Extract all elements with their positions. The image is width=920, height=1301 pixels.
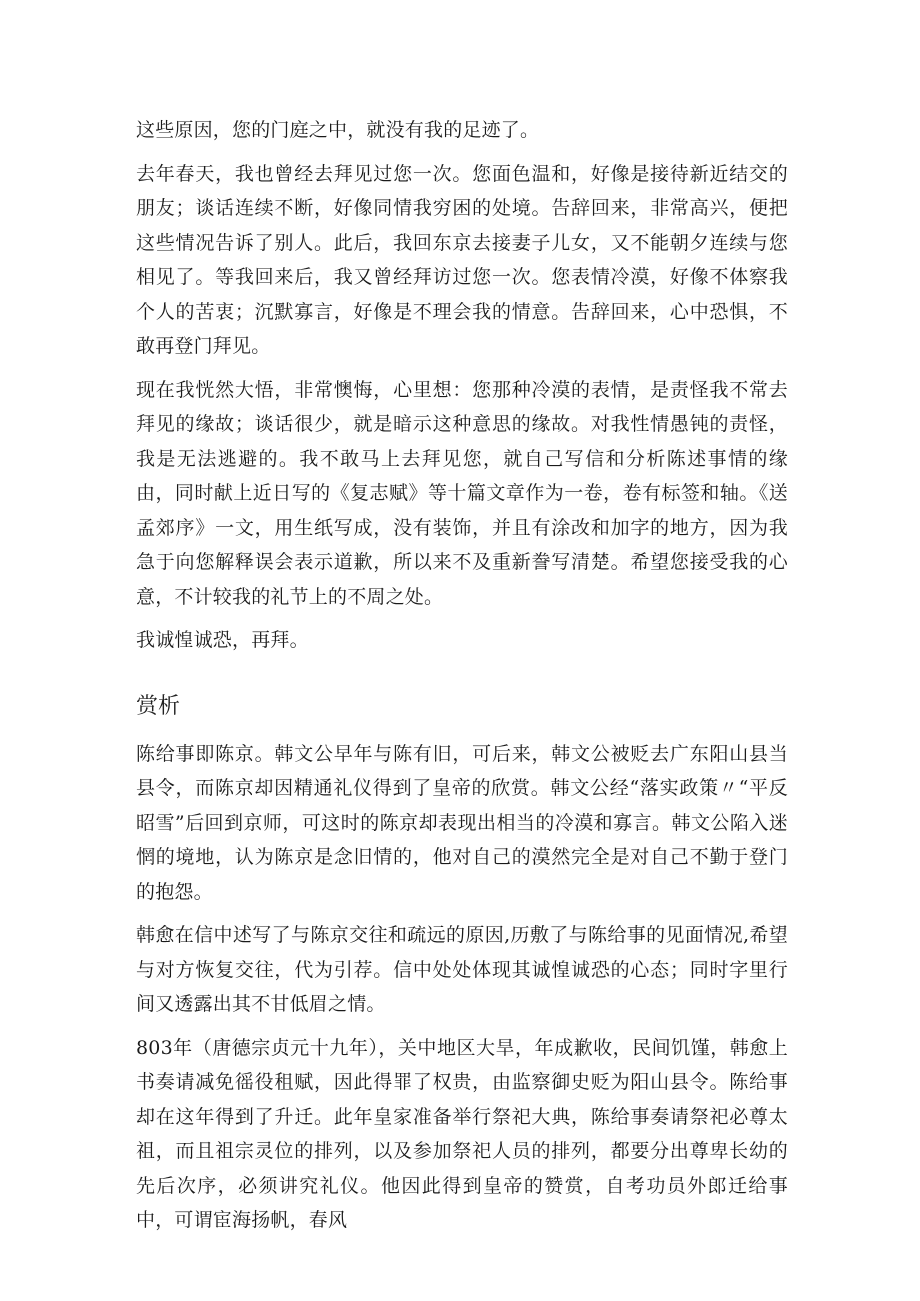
appreciation-paragraph-1: 陈给事即陈京。韩文公早年与陈有旧，可后来，韩文公被贬去广东阳山县当县令，而陈京却因精通礼仪得到了皇帝的欣赏。韩文公经“落实政策〃“平反昭雪”后回到京师，可这时的陈京却表现出相当的冷漠和寡言。韩文公陷入迷惘的境地，认为陈京是念旧情的，他对自己的漠然完全是对自己不勤于登门的抱怨。 [136, 742, 788, 903]
appreciation-paragraph-2: 韩愈在信中述写了与陈京交往和疏远的原因,历敷了与陈给事的见面情况,希望与对方恢复交往，代为引荐。信中处处体现其诚惶诚恐的心态；同时字里行间又透露出其不甘低眉之情。 [136, 924, 788, 1015]
translation-paragraph-1: 这些原因，您的门庭之中，就没有我的足迹了。 [136, 119, 540, 141]
appreciation-heading: 赏析 [136, 693, 181, 719]
closing-paragraph: 我诚惶诚恐，再拜。 [136, 629, 309, 651]
translation-paragraph-3: 现在我恍然大悟，非常懊悔，心里想：您那种冷漠的表情，是责怪我不常去拜见的缘故；谈话很少，就是暗示这种意思的缘故。对我性情愚钝的责怪，我是无法逃避的。我不敢马上去拜见您，就自己写信和分析陈述事情的缘由，同时献上近日写的《复志赋》等十篇文章作为一卷，卷有标签和轴。《送孟郊序》一文，用生纸写成，没有装饰，并且有涂改和加字的地方，因为我急于向您解释误会表示道歉，所以来不及重新誊写清楚。希望您接受我的心意，不计较我的礼节上的不周之处。 [136, 378, 788, 608]
appreciation-paragraph-3: 803年（唐德宗贞元十九年），关中地区大旱，年成歉收，民间饥馑，韩愈上书奏请减免徭役租赋，因此得罪了权贵，由监察御史贬为阳山县令。陈给事却在这年得到了升迁。此年皇家准备举行祭祀大典，陈给事奏请祭祀必尊太祖，而且祖宗灵位的排列，以及参加祭祀人员的排列，都要分出尊卑长幼的先后次序，必须讲究礼仪。他因此得到皇帝的赞赏，自考功员外郎迁给事中，可谓宦海扬帆，春风 [136, 1036, 788, 1231]
document-body [136, 113, 788, 1247]
translation-paragraph-2: 去年春天，我也曾经去拜见过您一次。您面色温和，好像是接待新近结交的朋友；谈话连续不断，好像同情我穷困的处境。告辞回来，非常高兴，便把这些情况告诉了别人。此后，我回东京去接妻子儿女，又不能朝夕连续与您相见了。等我回来后，我又曾经拜访过您一次。您表情冷漠，好像不体察我个人的苦衷；沉默寡言，好像是不理会我的情意。告辞回来，心中恐惧，不敢再登门拜见。 [136, 162, 788, 357]
